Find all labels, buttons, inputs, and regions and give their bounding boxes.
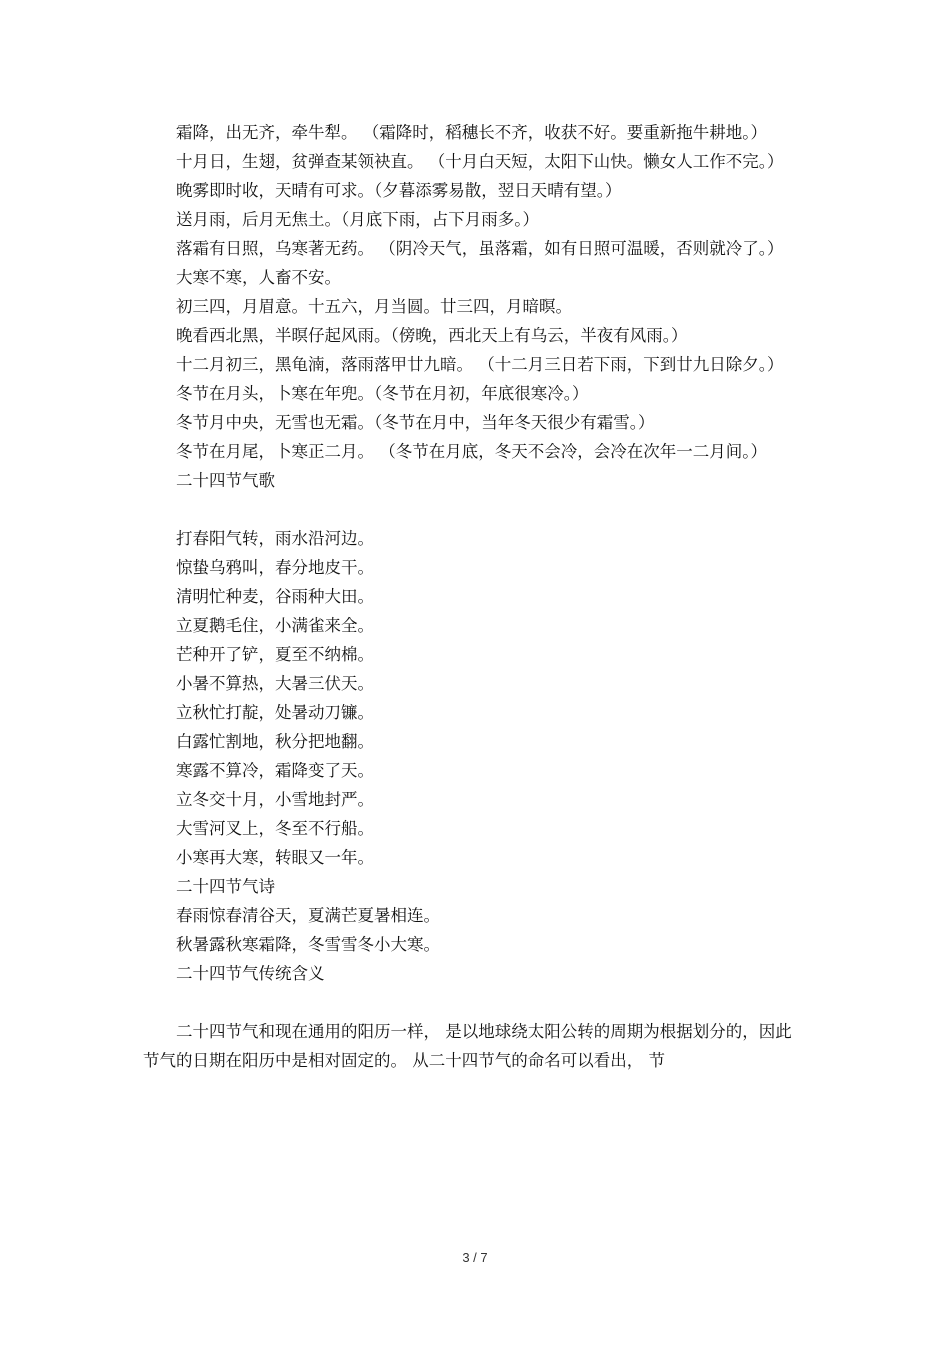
proverb-line: 冬节在月头，卜寒在年兜。（冬节在月初，年底很寒冷。） [176,384,589,403]
meaning-title: 二十四节气传统含义 [176,964,325,983]
proverb-line: 初三四，月眉意。十五六，月当圆。廿三四，月暗暝。 [176,297,572,316]
song-line: 小寒再大寒，转眼又一年。 [176,848,374,867]
song-line: 惊蛰乌鸦叫，春分地皮干。 [176,558,374,577]
song-line: 白露忙割地，秋分把地翻。 [176,732,374,751]
proverb-line: 霜降，出无齐，牵牛犁。 （霜降时，稻穗长不齐，收获不好。要重新拖牛耕地。） [176,123,767,142]
song-line: 立秋忙打靛，处暑动刀镰。 [176,703,374,722]
proverb-line: 冬节在月尾，卜寒正二月。 （冬节在月底，冬天不会冷，会冷在次年一二月间。） [176,442,767,461]
proverb-line: 冬节月中央，无雪也无霜。（冬节在月中，当年冬天很少有霜雪。） [176,413,655,432]
song-line: 芒种开了铲，夏至不纳棉。 [176,645,374,664]
proverb-line: 十月日，生翅，贫弹查某领袂直。 （十月白天短，太阳下山快。懒女人工作不完。） [176,152,784,171]
song-line: 大雪河叉上，冬至不行船。 [176,819,374,838]
proverb-line: 送月雨，后月无焦土。（月底下雨，占下月雨多。） [176,210,539,229]
proverb-line: 晚看西北黑，半暝仔起风雨。（傍晚，西北天上有乌云，半夜有风雨。） [176,326,688,345]
blank-line [143,988,808,1017]
song-line: 立冬交十月，小雪地封严。 [176,790,374,809]
proverb-line: 大寒不寒，人畜不安。 [176,268,341,287]
poem-title: 二十四节气诗 [176,877,275,896]
blank-line [143,495,808,524]
poem-line: 春雨惊春清谷天，夏满芒夏暑相连。 [176,906,440,925]
song-line: 清明忙种麦，谷雨种大田。 [176,587,374,606]
page-indicator: 3 / 7 [462,1250,488,1265]
song-line: 小暑不算热，大暑三伏天。 [176,674,374,693]
song-line: 打春阳气转，雨水沿河边。 [176,529,374,548]
document-body [143,118,808,1075]
proverb-line: 晚雾即时收，天晴有可求。（夕暮添雾易散，翌日天晴有望。） [176,181,622,200]
proverb-line: 十二月初三，黑龟湳，落雨落甲廿九暗。 （十二月三日若下雨，下到廿九日除夕。） [176,355,784,374]
proverb-line: 落霜有日照，乌寒著无药。 （阴冷天气，虽落霜，如有日照可温暖，否则就冷了。） [176,239,784,258]
poem-line: 秋暑露秋寒霜降，冬雪雪冬小大寒。 [176,935,440,954]
song-line: 寒露不算冷，霜降变了天。 [176,761,374,780]
meaning-paragraph: 二十四节气和现在通用的阳历一样， 是以地球绕太阳公转的周期为根据划分的，因此节气的日期在阳历中是相对固定的。 从二十四节气的命名可以看出， 节 [143,1022,792,1070]
song-line: 立夏鹅毛住，小满雀来全。 [176,616,374,635]
song-title: 二十四节气歌 [176,471,275,490]
